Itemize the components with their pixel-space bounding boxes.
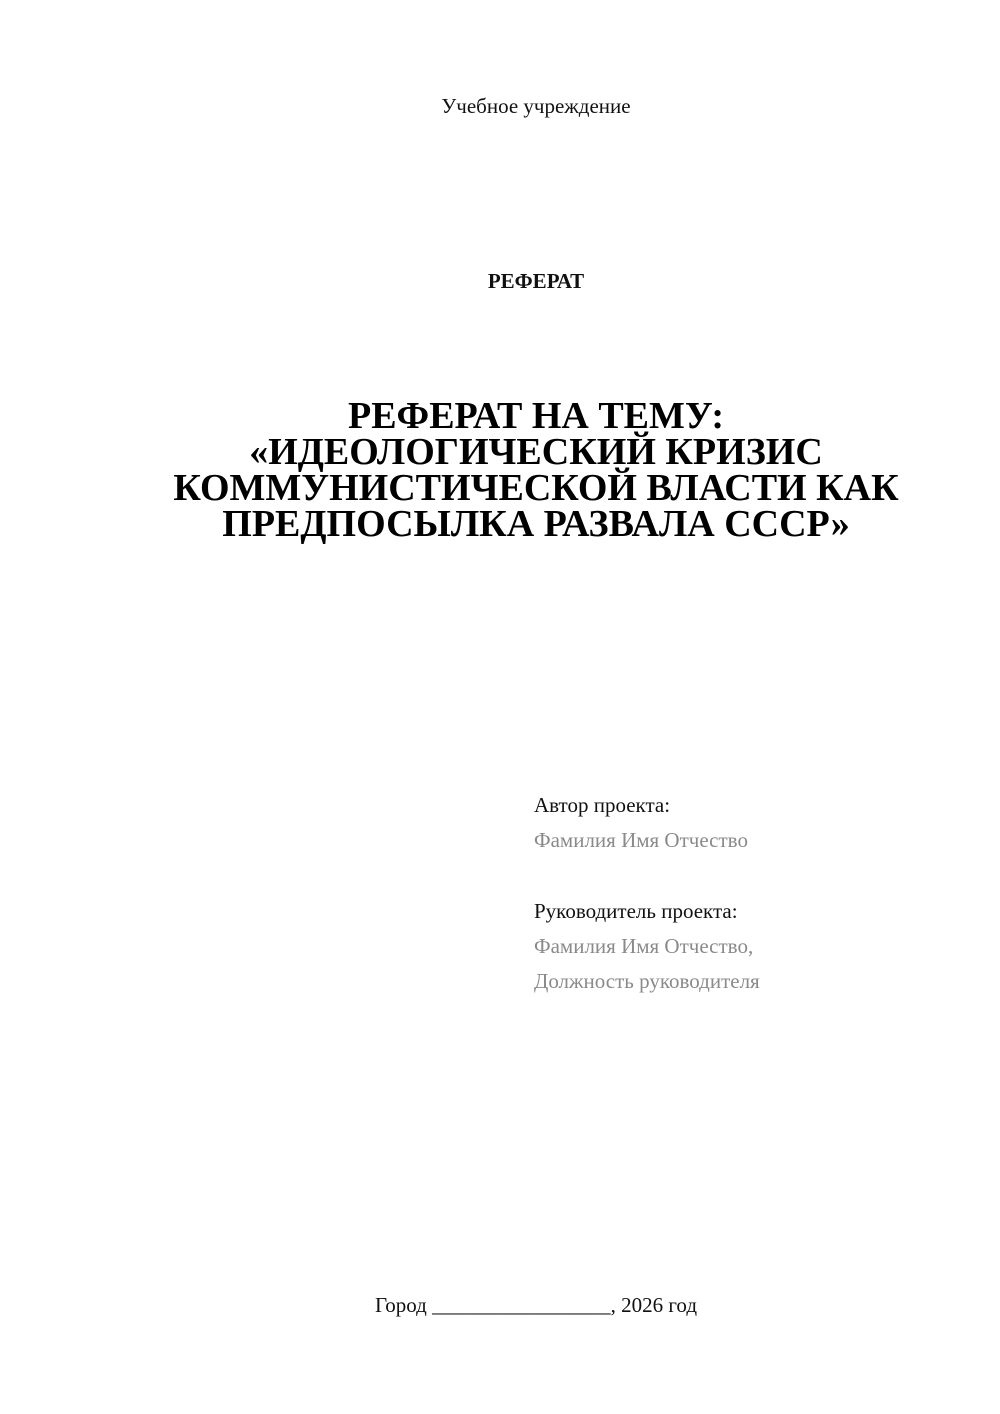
title-line: «ИДЕОЛОГИЧЕСКИЙ КРИЗИС	[249, 431, 823, 473]
title-line: КОММУНИСТИЧЕСКОЙ ВЛАСТИ КАК	[173, 467, 899, 509]
supervisor-label: Руководитель проекта:	[534, 899, 738, 923]
title-line: РЕФЕРАТ НА ТЕМУ:	[348, 395, 724, 437]
institution-name: Учебное учреждение	[441, 94, 631, 118]
credits-spacer	[534, 858, 974, 894]
city-year-line: Город _________________, 2026 год	[374, 1293, 698, 1317]
author-label: Автор проекта:	[534, 793, 671, 817]
author-name: Фамилия Имя Отчество	[534, 828, 748, 852]
supervisor-position: Должность руководителя	[534, 969, 760, 993]
project-credits	[534, 788, 974, 999]
title-line: ПРЕДПОСЫЛКА РАЗВАЛА СССР»	[222, 503, 850, 545]
document-type-label: РЕФЕРАТ	[487, 269, 585, 293]
document-title	[0, 395, 1000, 545]
supervisor-name: Фамилия Имя Отчество,	[534, 934, 754, 958]
